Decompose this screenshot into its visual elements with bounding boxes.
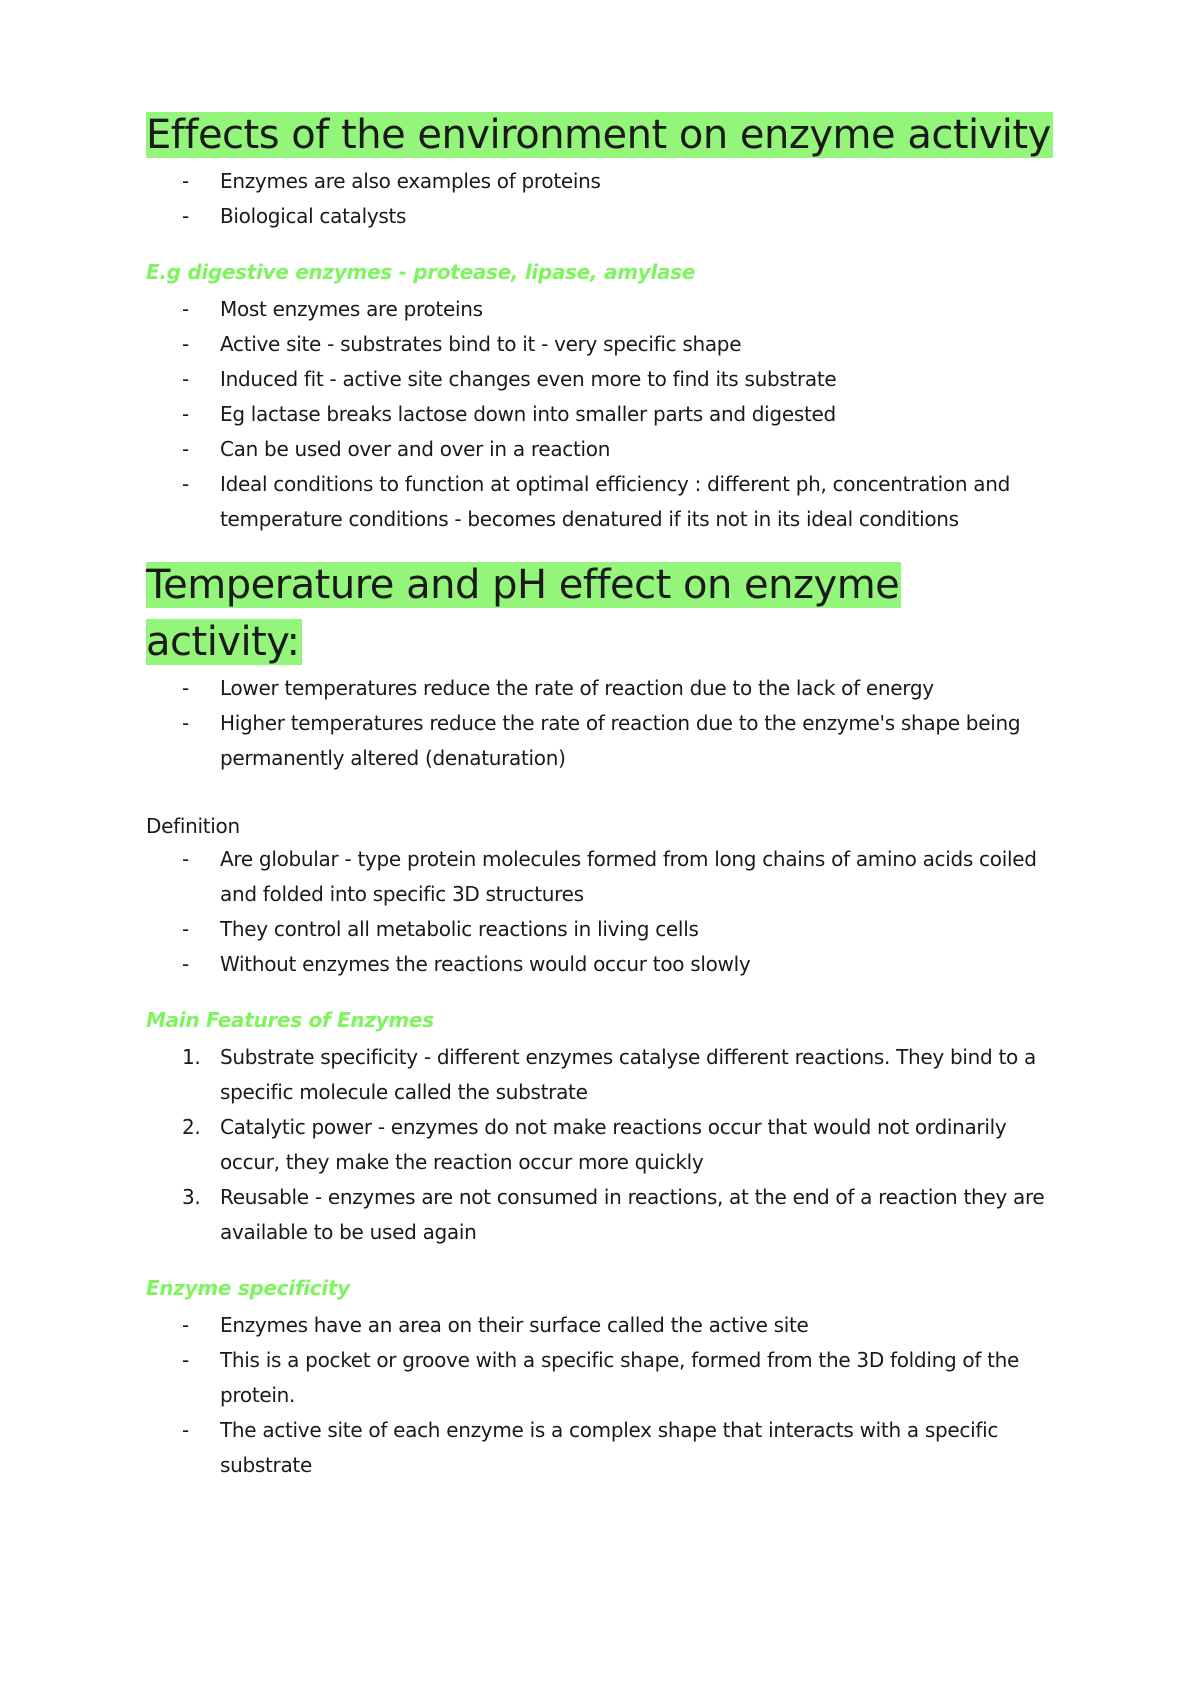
list-item-text: They control all metabolic reactions in living cells <box>220 917 699 941</box>
list-item <box>146 947 1070 982</box>
heading-temperature-ph: Temperature and pH effect on enzyme activity: <box>146 562 900 665</box>
list-item <box>146 397 1070 432</box>
subheading-digestive-enzymes: E.g digestive enzymes - protease, lipase, amylase <box>146 260 696 284</box>
heading-temperature-block <box>146 557 926 671</box>
number-marker: 3. <box>182 1185 201 1209</box>
dash-marker: - <box>182 1313 189 1337</box>
list-item-text: Active site - substrates bind to it - very specific shape <box>220 332 742 356</box>
list-item-text: Can be used over and over in a reaction <box>220 437 611 461</box>
list-item <box>146 1308 1070 1343</box>
list-item <box>146 199 1070 234</box>
list-item-text: Ideal conditions to function at optimal efficiency : different ph, concentration and temperature conditions - becomes denatured if its not in its ideal conditions <box>220 472 1010 531</box>
dash-marker: - <box>182 1418 189 1442</box>
dash-marker: - <box>182 676 189 700</box>
subheading-main-features: Main Features of Enzymes <box>146 1008 434 1032</box>
definition-list <box>146 842 1070 982</box>
list-item <box>146 362 1070 397</box>
definition-label: Definition <box>146 814 240 838</box>
list-item-text: Substrate specificity - different enzymes catalyse different reactions. They bind to a specific molecule called the substrate <box>220 1045 1036 1104</box>
list-item <box>146 164 1070 199</box>
dash-marker: - <box>182 1348 189 1372</box>
list-item-text: Reusable - enzymes are not consumed in reactions, at the end of a reaction they are available to be used again <box>220 1185 1045 1244</box>
heading-effects-block <box>146 107 1076 164</box>
dash-marker: - <box>182 367 189 391</box>
list-item <box>146 467 1070 537</box>
dash-marker: - <box>182 711 189 735</box>
number-marker: 2. <box>182 1115 201 1139</box>
heading-effects: Effects of the environment on enzyme activity <box>146 112 1051 158</box>
dash-marker: - <box>182 437 189 461</box>
list-item <box>146 432 1070 467</box>
dash-marker: - <box>182 402 189 426</box>
list-item-text: Induced fit - active site changes even more to find its substrate <box>220 367 837 391</box>
list-item <box>146 706 1070 776</box>
dash-marker: - <box>182 169 189 193</box>
list-item-text: Enzymes are also examples of proteins <box>220 169 601 193</box>
list-item <box>146 1180 1070 1250</box>
list-item-text: Eg lactase breaks lactose down into smaller parts and digested <box>220 402 836 426</box>
list-item-text: Biological catalysts <box>220 204 407 228</box>
intro-list <box>146 164 1070 234</box>
list-item-text: This is a pocket or groove with a specific shape, formed from the 3D folding of the protein. <box>220 1348 1020 1407</box>
list-item-text: The active site of each enzyme is a complex shape that interacts with a specific substrate <box>220 1418 999 1477</box>
dash-marker: - <box>182 472 189 496</box>
temperature-list <box>146 671 1070 776</box>
list-item <box>146 912 1070 947</box>
list-item-text: Enzymes have an area on their surface called the active site <box>220 1313 809 1337</box>
list-item <box>146 292 1070 327</box>
dash-marker: - <box>182 917 189 941</box>
dash-marker: - <box>182 332 189 356</box>
subheading-enzyme-specificity: Enzyme specificity <box>146 1276 350 1300</box>
list-item <box>146 1413 1070 1483</box>
list-item <box>146 1343 1070 1413</box>
list-item-text: Lower temperatures reduce the rate of reaction due to the lack of energy <box>220 676 934 700</box>
number-marker: 1. <box>182 1045 201 1069</box>
dash-marker: - <box>182 952 189 976</box>
list-item-text: Most enzymes are proteins <box>220 297 483 321</box>
dash-marker: - <box>182 847 189 871</box>
features-list <box>146 1040 1070 1250</box>
list-item-text: Catalytic power - enzymes do not make reactions occur that would not ordinarily occur, they make the reaction occur more quickly <box>220 1115 1007 1174</box>
list-item-text: Higher temperatures reduce the rate of reaction due to the enzyme's shape being permanently altered (denaturation) <box>220 711 1021 770</box>
specificity-list <box>146 1308 1070 1483</box>
list-item <box>146 327 1070 362</box>
list-item-text: Are globular - type protein molecules formed from long chains of amino acids coiled and folded into specific 3D structures <box>220 847 1037 906</box>
list-item <box>146 1110 1070 1180</box>
list-item <box>146 1040 1070 1110</box>
digestive-list <box>146 292 1070 537</box>
list-item <box>146 671 1070 706</box>
dash-marker: - <box>182 297 189 321</box>
list-item <box>146 842 1070 912</box>
dash-marker: - <box>182 204 189 228</box>
list-item-text: Without enzymes the reactions would occur too slowly <box>220 952 751 976</box>
